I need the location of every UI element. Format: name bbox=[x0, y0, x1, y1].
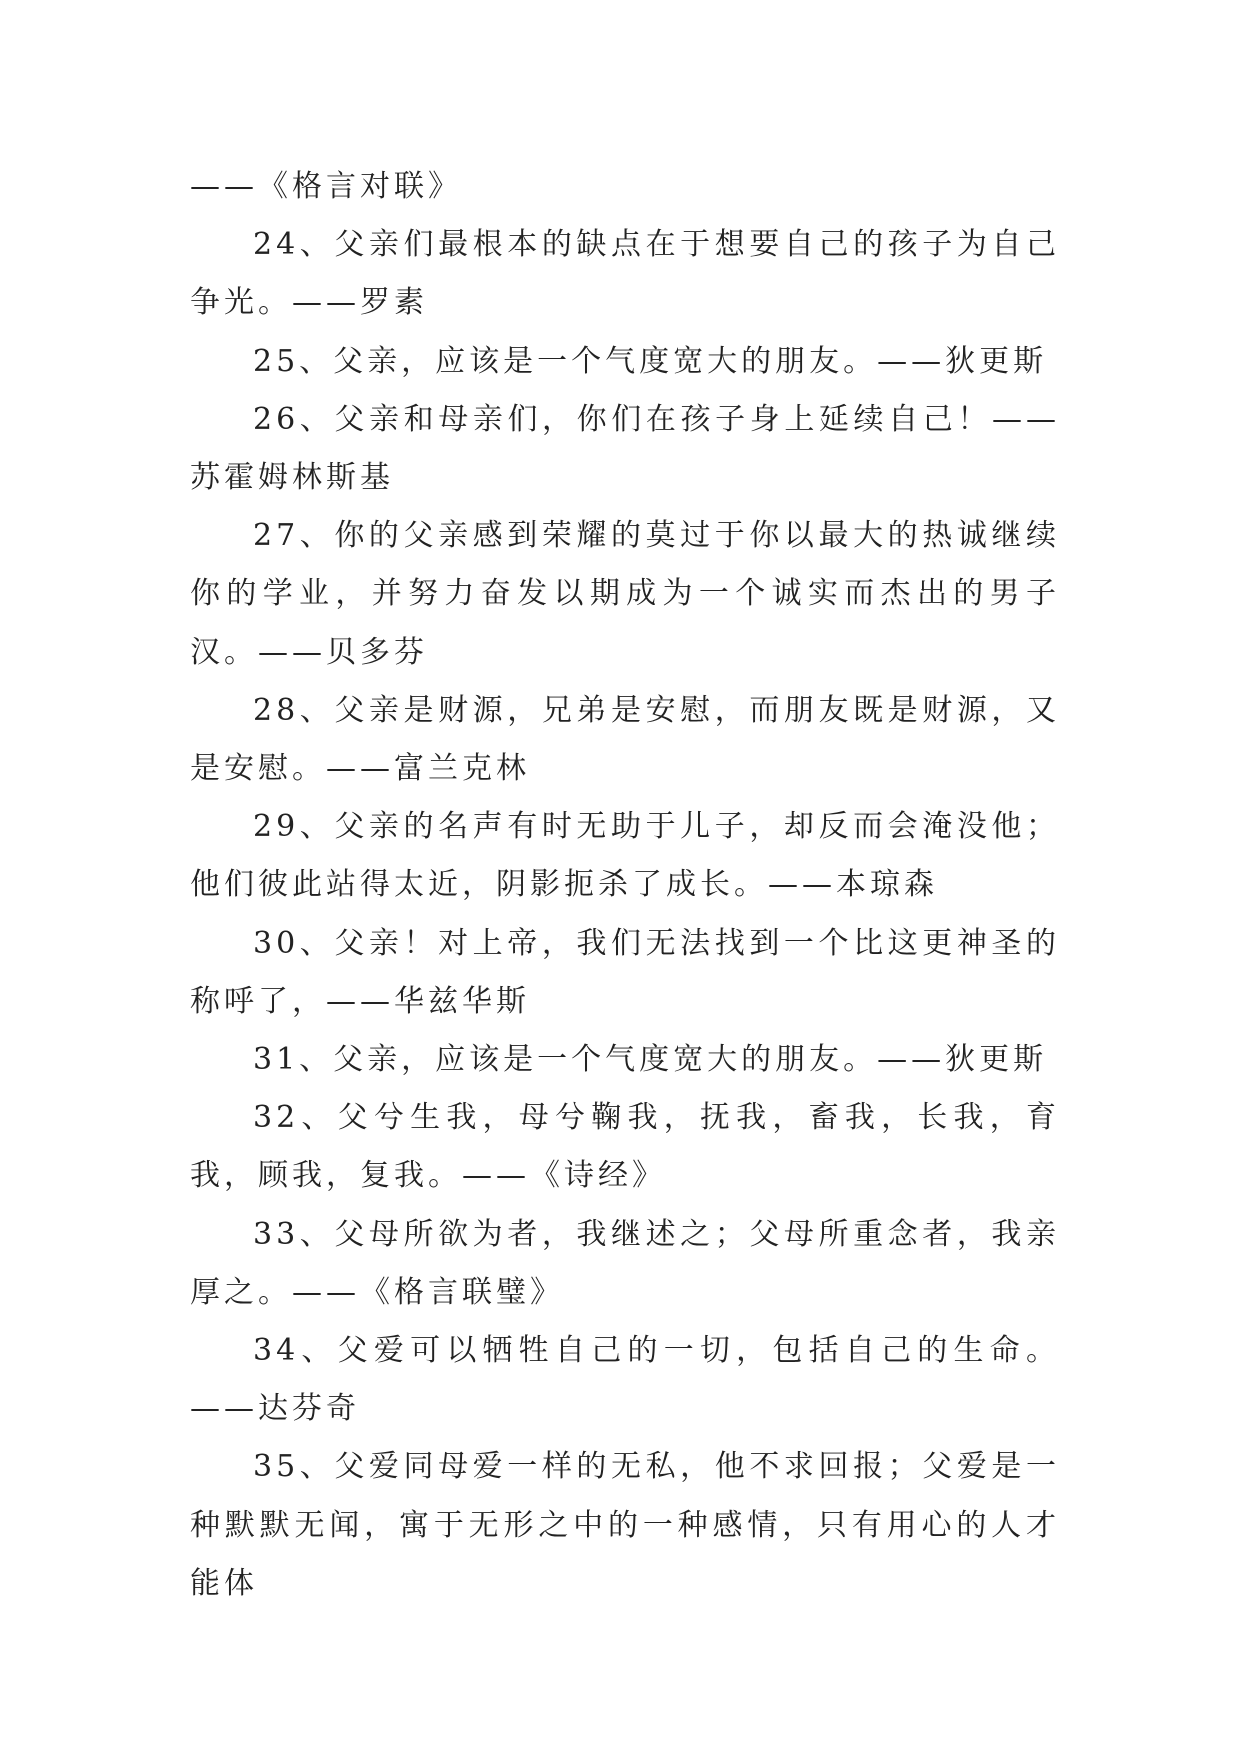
quote-30: 30、父亲！对上帝，我们无法找到一个比这更神圣的称呼了，——华兹华斯 bbox=[190, 925, 1060, 1019]
quote-source-line: ——《格言对联》 bbox=[190, 169, 462, 204]
quote-29: 29、父亲的名声有时无助于儿子，却反而会淹没他；他们彼此站得太近，阴影扼杀了成长。——本琼森 bbox=[190, 809, 1060, 903]
quote-25: 25、父亲，应该是一个气度宽大的朋友。——狄更斯 bbox=[253, 343, 1048, 379]
quote-26: 26、父亲和母亲们，你们在孩子身上延续自己！——苏霍姆林斯基 bbox=[190, 401, 1060, 496]
quote-31: 31、父亲，应该是一个气度宽大的朋友。——狄更斯 bbox=[253, 1042, 1048, 1078]
quote-33: 33、父母所欲为者，我继述之；父母所重念者，我亲厚之。——《格言联璧》 bbox=[190, 1216, 1060, 1310]
quote-27: 27、你的父亲感到荣耀的莫过于你以最大的热诚继续你的学业，并努力奋发以期成为一个诚实而杰出的男子汉。——贝多芬 bbox=[190, 518, 1060, 670]
quote-35: 35、父爱同母爱一样的无私，他不求回报；父爱是一种默默无闻，寓于无形之中的一种感情，只有用心的人才能体 bbox=[190, 1449, 1060, 1601]
quote-32: 32、父兮生我，母兮鞠我，抚我，畜我，长我，育我，顾我，复我。——《诗经》 bbox=[190, 1100, 1060, 1194]
document-body bbox=[190, 158, 1060, 1613]
quote-24: 24、父亲们最根本的缺点在于想要自己的孩子为自己争光。——罗素 bbox=[190, 227, 1060, 321]
quote-34: 34、父爱可以牺牲自己的一切，包括自己的生命。——达芬奇 bbox=[190, 1333, 1060, 1427]
quote-28: 28、父亲是财源，兄弟是安慰，而朋友既是财源，又是安慰。——富兰克林 bbox=[190, 692, 1060, 787]
